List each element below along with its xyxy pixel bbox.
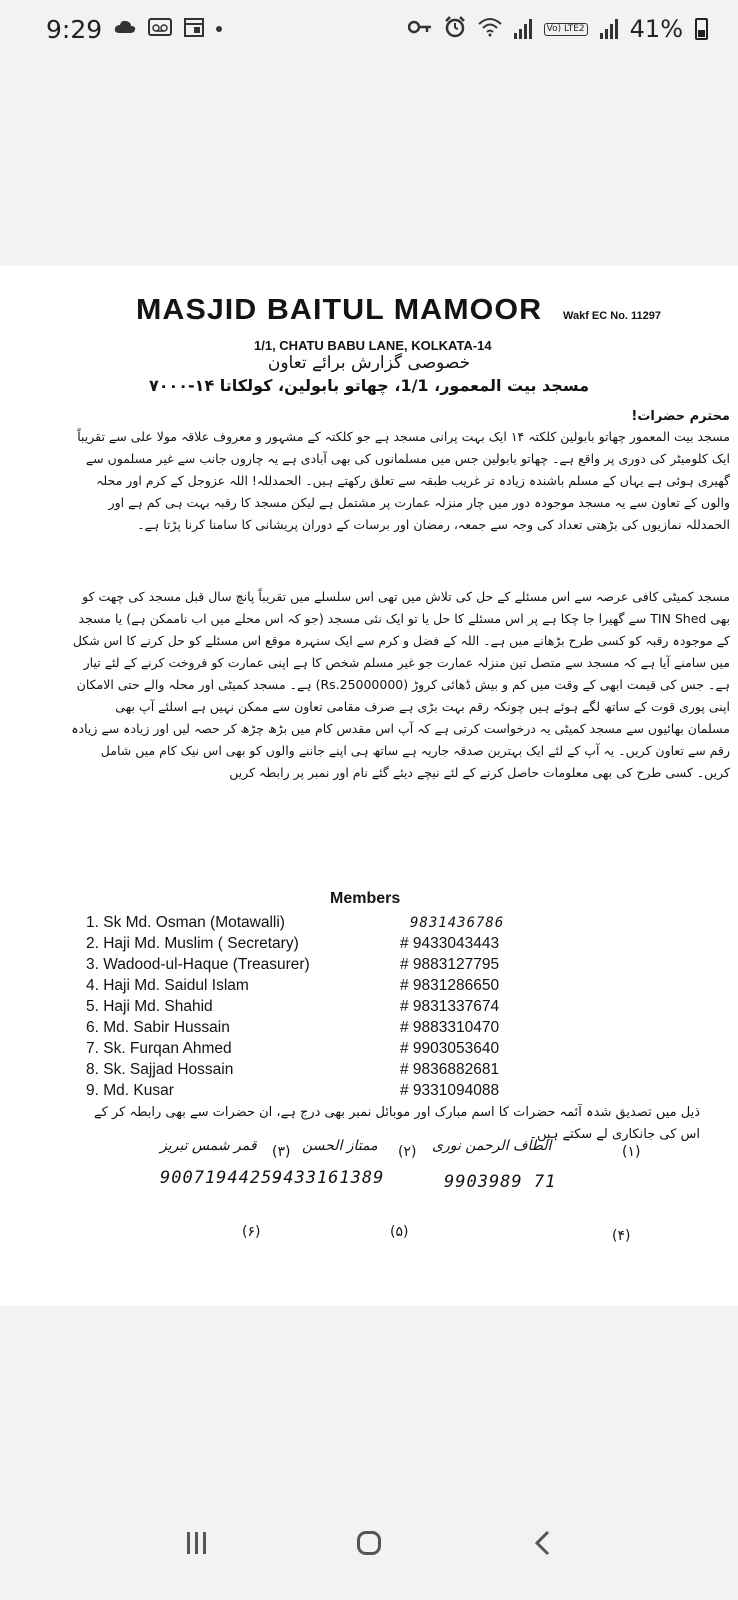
member-row <box>86 954 626 975</box>
member-row <box>86 1080 626 1101</box>
handwritten-phone-a: 9007194425- <box>160 1168 284 1188</box>
home-button[interactable] <box>339 1513 399 1573</box>
member-name: 2. Haji Md. Muslim ( Secretary) <box>86 934 299 952</box>
imam-label-1: (۱) <box>622 1144 641 1160</box>
notification-dot-icon <box>216 26 222 32</box>
member-name: 3. Wadood-ul-Haque (Treasurer) <box>86 955 310 973</box>
label-4: (۴) <box>612 1228 631 1244</box>
cloud-icon <box>114 20 136 38</box>
voicemail-icon <box>148 18 172 40</box>
member-row <box>86 912 626 933</box>
member-phone: # 9883310470 <box>400 1018 500 1036</box>
member-row <box>86 933 626 954</box>
member-row <box>86 1038 626 1059</box>
member-phone: # 9831337674 <box>400 997 500 1015</box>
member-name: 8. Sk. Sajjad Hossain <box>86 1060 234 1078</box>
wakf-number: Wakf EC No. 11297 <box>563 310 662 322</box>
masjid-address: 1/1, CHATU BABU LANE, KOLKATA-14 <box>254 338 492 353</box>
member-row <box>86 1017 626 1038</box>
alarm-icon <box>444 16 466 42</box>
member-phone: # 9883127795 <box>400 955 500 973</box>
battery-percent: 41% <box>629 15 683 43</box>
member-phone: # 9903053640 <box>400 1039 500 1057</box>
member-name: 6. Md. Sabir Hussain <box>86 1018 230 1036</box>
member-phone: # 9331094088 <box>400 1081 500 1099</box>
imam-name-1: الطاف الرحمن نوری <box>432 1138 552 1154</box>
imam-name-3: قمر شمس تبریز <box>160 1138 257 1154</box>
recent-apps-button[interactable] <box>166 1513 226 1573</box>
handwritten-phone-c: 9903989 71 <box>444 1172 557 1192</box>
paragraph-1: مسجد بیت المعمور چھاتو بابولین کلکتہ ۱۴ ایک بہت پرانی مسجد ہے جو کلکتہ کے مشہور و معروف علاقہ مولا علی سے تقریباً ایک کلومیٹر کی دوری پر واقع ہے۔ چھاتو بابولین جس میں مسلمانوں کی بھی آبادی ہے یہ چاروں جانب سے غیر مسلموں سے گھیری ہوئی ہے یہاں کے مسلم باشندہ زیادہ تر غریب طبقہ سے تعلق رکھتے ہیں۔ الحمدللہ! اللہ عزوجل کے کرم اور محلہ والوں کے تعاون سے یہ مسجد موجودہ دور میں چار منزلہ عمارت پر مشتمل ہے لیکن مسجد کا رقبہ بہت ہی کم ہے اور الحمدللہ نمازیوں کی بڑھتی تعداد کی وجہ سے جمعہ، رمضان اور برسات کے دوران پریشانی کا سامنا کرنا پڑتا ہے۔ <box>77 429 730 532</box>
imam-name-2: ممتاز الحسن <box>302 1138 378 1154</box>
member-phone: # 9831286650 <box>400 976 500 994</box>
footer-note: ذیل میں تصدیق شدہ آئمہ حضرات کا اسم مبارک اور موبائل نمبر بھی درج ہے، ان حضرات سے بھی رابطہ کر کے اس کی جانکاری لے سکتے ہیں۔ <box>94 1105 700 1142</box>
member-name: 7. Sk. Furqan Ahmed <box>86 1039 232 1057</box>
member-name: 4. Haji Md. Saidul Islam <box>86 976 249 994</box>
recent-apps-icon <box>187 1532 206 1554</box>
back-icon <box>534 1530 550 1556</box>
urdu-address: مسجد بیت المعمور، 1/1، چھاتو بابولین، کولکاتا ۱۴-۷۰۰۰ <box>148 376 590 395</box>
members-heading: Members <box>330 890 401 907</box>
calendar-icon <box>184 17 204 41</box>
handwritten-phone-b: 9433161389 <box>272 1168 385 1188</box>
member-phone: # 9836882681 <box>400 1060 500 1078</box>
signal-icon-2 <box>600 19 618 39</box>
imam-label-3: (۳) <box>272 1144 291 1160</box>
member-row <box>86 975 626 996</box>
salutation: محترم حضرات! <box>631 409 730 424</box>
imam-label-2: (۲) <box>398 1144 417 1160</box>
urdu-subtitle: خصوصی گزارش برائے تعاون <box>267 353 471 373</box>
paragraph-2: مسجد کمیٹی کافی عرصہ سے اس مسئلے کے حل کی تلاش میں تھی اس سلسلے میں تقریباً پانچ سال قبل مسجد کی چھت کو بھی TIN Shed سے گھیرا جا چکا ہے پر اس مسئلے کا حل یا تو ایک نئی مسجد (جو کہ اس محلے میں اب ناممکن ہے) یا مسجد کے موجودہ رقبہ کو کسی طرح بڑھانے میں ہے۔ اللہ کے فضل و کرم سے ایک سنہرہ موقع اس مسئلے کو حل کرنے کا اس شکل میں سامنے آیا ہے کہ مسجد سے متصل تین منزلہ عمارت جو غیر مسلم شخص کا ہے اپنی عمارت کو فروخت کرنے کے لئے تیار ہے۔ جس کی قیمت ابھی کے وقت میں کم و بیش ڈھائی کروڑ (Rs.25000000) ہے۔ مسجد کمیٹی اور محلہ والے حتی الامکان اپنی پوری قوت کے ساتھ لگے ہوئے ہیں چونکہ رقم بہت بڑی ہے صرف مقامی تعاون سے ممکن نہیں ہے اسلئے آپ بھی مسلمان بھائیوں سے مسجد کمیٹی یہ درخواست کرتی ہے کہ آپ اس مقدس کام میں بڑھ چڑھ کر حصہ لیں اور زیادہ سے زیادہ رقم سے تعاون کریں۔ یہ آپ کے لئے ایک بہترین صدقہ جاریہ ہے ساتھ ہی اپنے جاننے والوں کو بھی اس نیک کام میں شامل کریں۔ کسی طرح کی بھی معلومات حاصل کرنے کے لئے نیچے دیئے گئے نام اور نمبر پر رابطہ کریں <box>71 589 730 780</box>
status-bar <box>0 0 738 58</box>
member-name: 9. Md. Kusar <box>86 1081 174 1099</box>
masjid-title: MASJID BAITUL MAMOOR <box>136 294 543 326</box>
volte-label: Vo) LTE2 <box>544 23 588 36</box>
navigation-bar <box>0 1486 738 1600</box>
back-button[interactable] <box>512 1513 572 1573</box>
member-name: 1. Sk Md. Osman (Motawalli) <box>86 913 285 931</box>
wifi-icon <box>478 17 502 41</box>
clock: 9:29 <box>46 14 103 44</box>
label-5: (۵) <box>390 1224 409 1240</box>
member-name: 5. Haji Md. Shahid <box>86 997 213 1015</box>
member-phone: # 9433043443 <box>400 934 500 952</box>
member-row <box>86 996 626 1017</box>
battery-icon <box>695 18 708 40</box>
members-list <box>86 912 626 1101</box>
key-icon <box>408 20 432 38</box>
member-phone: 9831436786 <box>410 914 505 931</box>
home-icon <box>357 1531 381 1555</box>
document-image <box>0 266 738 1306</box>
signal-icon <box>514 19 532 39</box>
label-6: (۶) <box>242 1224 261 1240</box>
member-row <box>86 1059 626 1080</box>
